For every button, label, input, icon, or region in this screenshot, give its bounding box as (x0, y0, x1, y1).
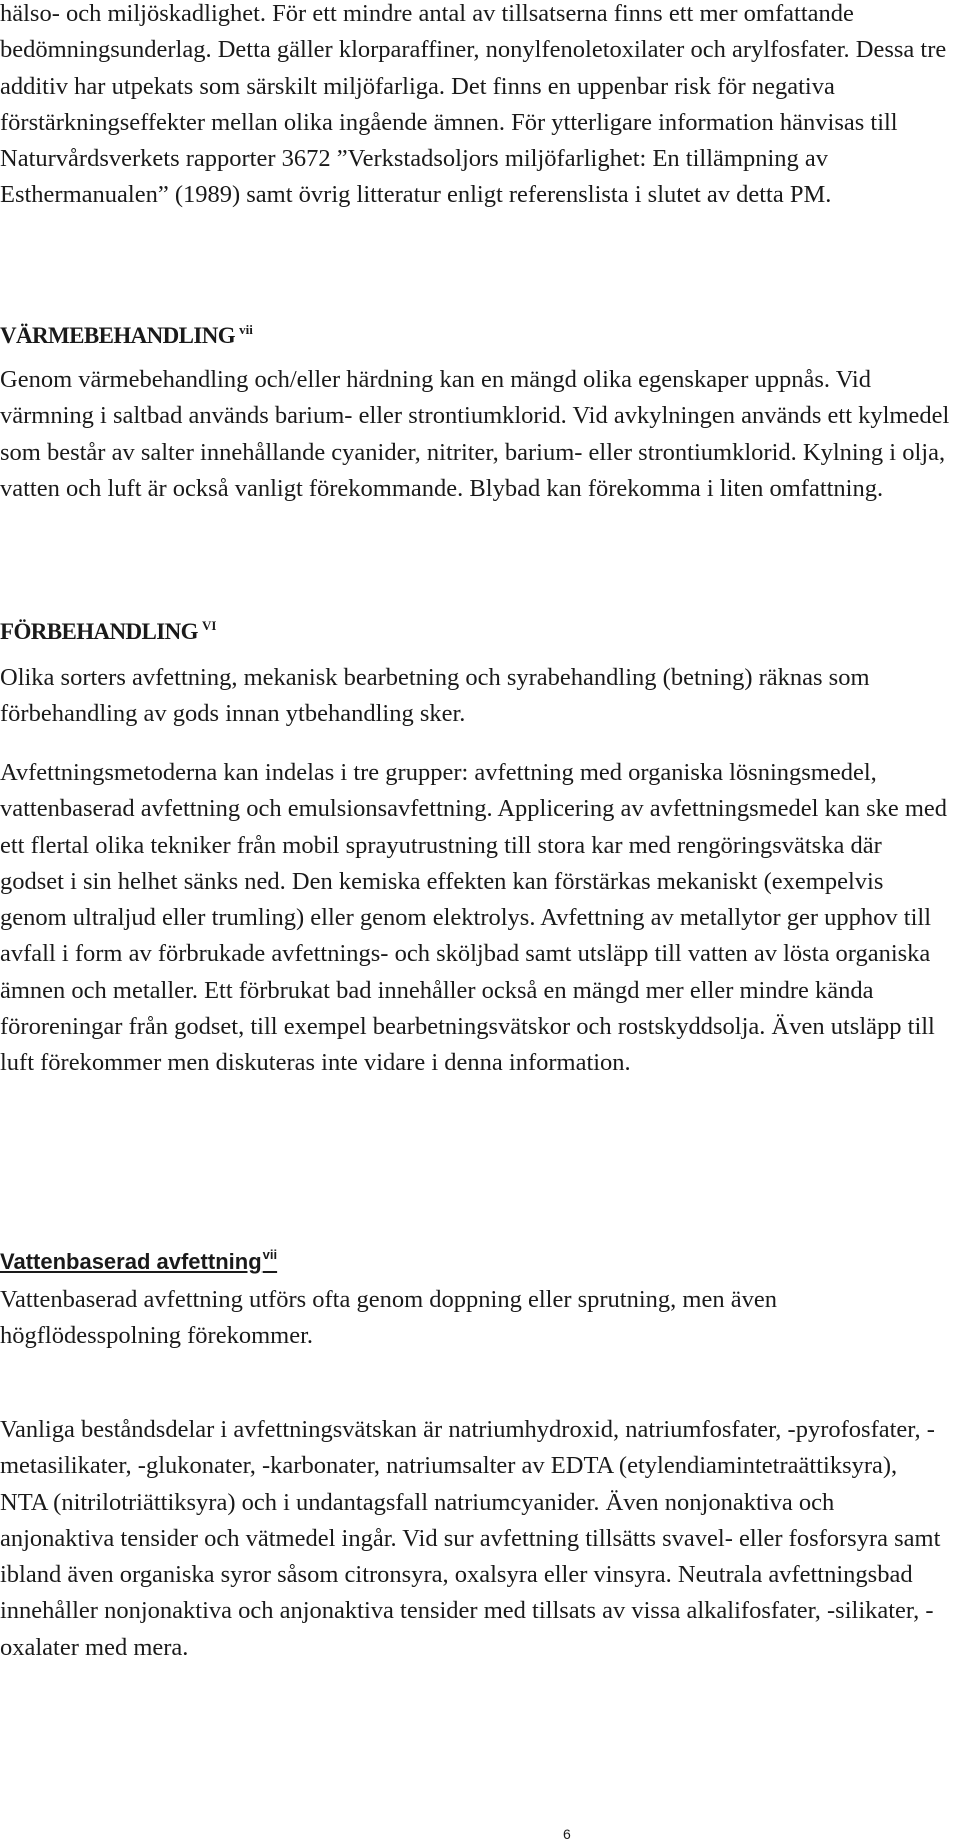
heading-forbehandling-text: FÖRBEHANDLING (0, 619, 198, 644)
vattenbaserad-paragraph-1: Vattenbaserad avfettning utförs ofta genom doppning eller sprutning, men även högflödesspolning förekommer. (0, 1286, 777, 1350)
heading-vattenbaserad-ref: vii (262, 1247, 278, 1262)
forbehandling-paragraph-1: Olika sorters avfettning, mekanisk bearbetning och syrabehandling (betning) räknas som förbehandling av gods innan ytbehandling sker. (0, 664, 870, 728)
heading-vattenbaserad-avfettning (0, 1247, 277, 1275)
varmebehandling-paragraph: Genom värmebehandling och/eller härdning kan en mängd olika egenskaper uppnås. Vid värmning i saltbad används barium- eller strontiumklorid. Vid avkylningen används ett kylmedel som består av salter innehållande cyanider, nitriter, barium- eller strontiumklorid. Kylning i olja, vatten och luft är också vanligt förekommande. Blybad kan förekomma i liten omfattning. (0, 366, 950, 502)
intro-paragraph: hälso- och miljöskadlighet. För ett mindre antal av tillsatserna finns ett mer omfattande bedömningsunderlag. Detta gäller klorparaffiner, nonylfenoletoxilater och arylfosfater. Dessa tre additiv har utpekats som särskilt miljöfarliga. Det finns en uppenbar risk för negativa förstärkningseffekter mellan olika ingående ämnen. För ytterligare information hänvisas till Naturvårdsverkets rapporter 3672 ”Verkstadsoljors miljöfarlighet: En tillämpning av Esthermanualen” (1989) samt övrig litteratur enligt referenslista i slutet av detta PM. (0, 0, 947, 209)
forbehandling-paragraph-2: Avfettningsmetoderna kan indelas i tre grupper: avfettning med organiska lösningsmedel, vattenbaserad avfettning och emulsionsavfettning. Applicering av avfettningsmedel kan ske med ett flertal olika tekniker från mobil sprayutrustning till stora kar med rengöringsvätska där godset i sin helhet sänks ned. Den kemiska effekten kan förstärkas mekaniskt (exempelvis genom ultraljud eller trumling) eller genom elektrolys. Avfettning av metallytor ger upphov till avfall i form av förbrukade avfettnings- och sköljbad samt utsläpp till vatten av lösta organiska ämnen och metaller. Ett förbrukat bad innehåller också en mängd mer eller mindre kända föroreningar från godset, till exempel bearbetningsvätskor och rostskyddsolja. Även utsläpp till luft förekommer men diskuteras inte vidare i denna information. (0, 759, 948, 1077)
heading-varmebehandling-ref: vii (239, 322, 253, 337)
heading-varmebehandling (0, 322, 253, 349)
heading-vattenbaserad-text: Vattenbaserad avfettning (0, 1249, 262, 1274)
heading-varmebehandling-text: VÄRMEBEHANDLING (0, 323, 236, 348)
heading-forbehandling-ref: VI (201, 618, 217, 633)
vattenbaserad-paragraph-2: Vanliga beståndsdelar i avfettningsvätskan är natriumhydroxid, natriumfosfater, -pyrofosfater, -metasilikater, -glukonater, -karbonater, natriumsalter av EDTA (etylendiamintetraättiksyra), NTA (nitrilotriättiksyra) och i undantagsfall natriumcyanider. Även nonjonaktiva och anjonaktiva tensider och vätmedel ingår. Vid sur avfettning tillsätts svavel- eller fosforsyra samt ibland även organiska syror såsom citronsyra, oxalsyra eller vinsyra. Neutrala avfettningsbad innehåller nonjonaktiva och anjonaktiva tensider med tillsats av vissa alkalifosfater, -silikater, - oxalater med mera. (0, 1416, 941, 1661)
heading-forbehandling (0, 618, 216, 645)
page-number: 6 (563, 1826, 571, 1842)
